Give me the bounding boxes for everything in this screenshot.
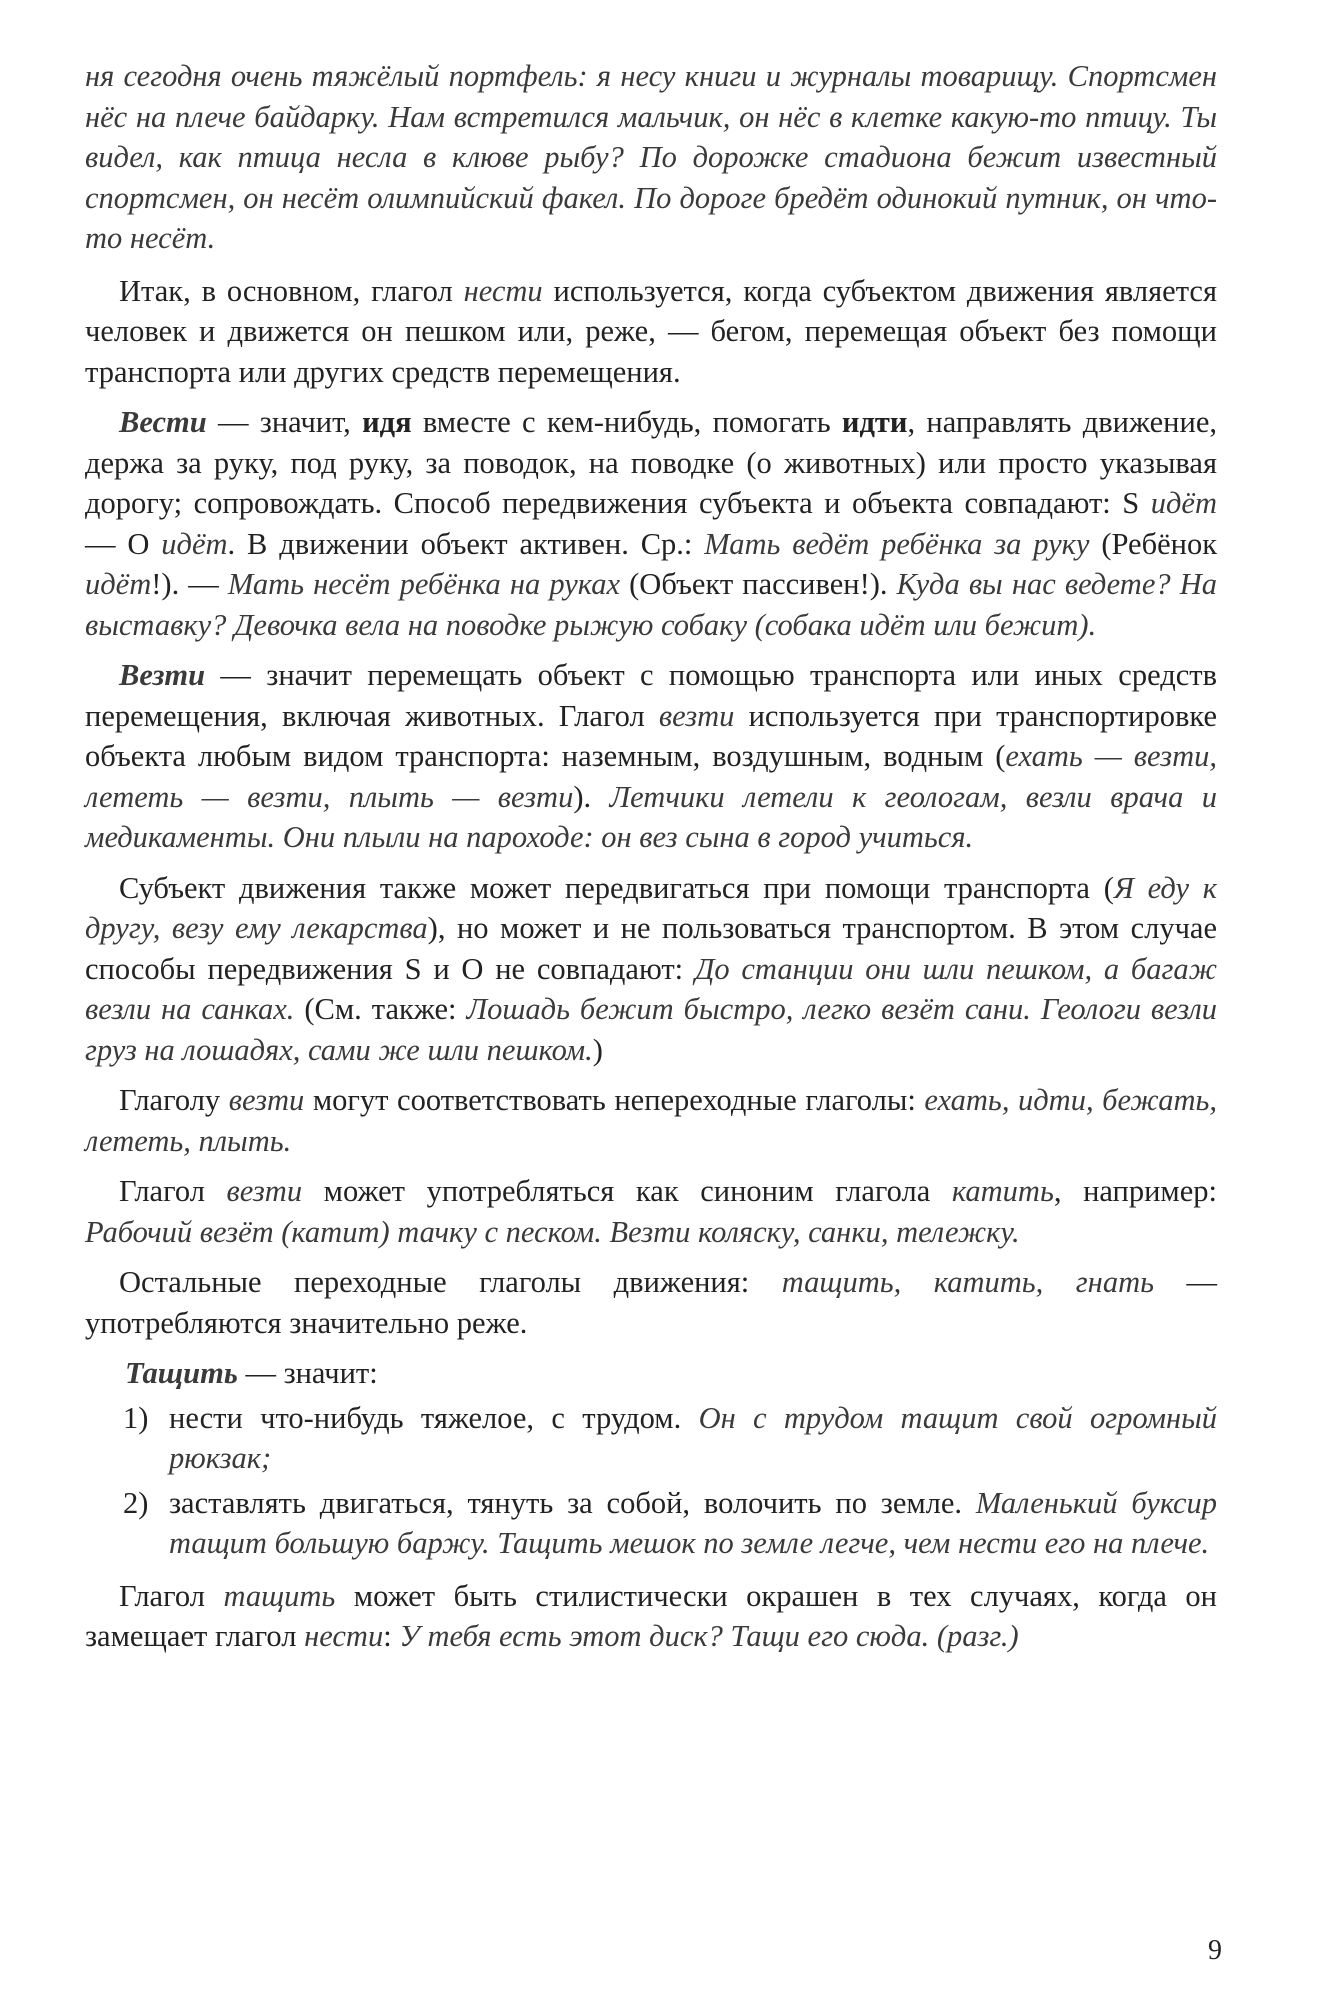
term-tashchit: Тащить xyxy=(125,1356,238,1390)
paragraph-synonym-katit: Глагол везти может употребляться как синоним глагола катить, например: Рабочий везёт (катит) тачку с песком. Везти коляску, санки, тележку. xyxy=(85,1174,1217,1249)
definition-list xyxy=(85,1398,1217,1564)
page-number: 9 xyxy=(1208,1935,1222,1966)
term-vezti: Везти xyxy=(119,658,206,692)
paragraph-subject-transport: Субъект движения также может передвигаться при помощи транспорта (Я еду к другу, везу ему лекарства), но может и не пользоваться транспортом. В этом случае способы передвижения S и O не совпадают: До станции они шли пешком, а багаж везли на санках. (См. также: Лошадь бежит быстро, легко везёт сани. Геологи везли груз на лошадях, сами же шли пешком.) xyxy=(85,870,1217,1067)
paragraph-other-verbs: Остальные переходные глаголы движения: тащить, катить, гнать — употребляются значительно реже. xyxy=(85,1265,1217,1340)
paragraph-nesti-summary: Итак, в основном, глагол нести используется, когда субъектом движения является человек и движется он пешком или, реже, — бегом, перемещая объект без помощи транспорта или других средств перемещения. xyxy=(85,273,1217,389)
examples-text: ня сегодня очень тяжёлый портфель: я несу книги и журналы товарищу. Спортсмен нёс на плече байдарку. Нам встретился мальчик, он нёс в клетке какую-то птицу. Ты видел, как птица несла в клюве рыбу? По дорожке стадиона бежит известный спортсмен, он несёт олимпийский факел. По дороге бредёт одинокий путник, он что-то несёт. xyxy=(85,59,1217,255)
paragraph-stylistic: Глагол тащить может быть стилистически окрашен в тех случаях, когда он замещает глагол нести: У тебя есть этот диск? Тащи его сюда. (разг.) xyxy=(85,1578,1217,1653)
paragraph-examples-nesti xyxy=(85,56,1217,259)
list-item: 2) заставлять двигаться, тянуть за собой, волочить по земле. Маленький буксир тащит большую баржу. Тащить мешок по земле легче, чем нести его на плече. xyxy=(123,1485,1217,1560)
paragraph-intransitive: Глаголу везти могут соответствовать непереходные глаголы: ехать, идти, бежать, лететь, плыть. xyxy=(85,1083,1218,1158)
paragraph-tashchit: Тащить — значит: xyxy=(125,1356,378,1390)
paragraph-vezti: Везти — значит перемещать объект с помощью транспорта или иных средств перемещения, включая животных. Глагол везти используется при транспортировке объекта любым видом транспорта: наземным, воздушным, водным (ехать — везти, лететь — везти, плыть — везти). Летчики летели к геологам, везли врача и медикаменты. Они плыли на пароходе: он вез сына в город учиться. xyxy=(85,658,1217,854)
list-item: 1) нести что-нибудь тяжелое, с трудом. Он с трудом тащит свой огромный рюкзак; xyxy=(123,1400,1217,1475)
term-vesti: Вести xyxy=(119,405,207,439)
paragraph-vesti: Вести — значит, идя вместе с кем-нибудь, помогать идти, направлять движение, держа за руку, под руку, за поводок, на поводке (о животных) или просто указывая дорогу; сопровождать. Способ передвижения субъекта и объекта совпадают: S идёт — О идёт. В движении объект активен. Ср.: Мать ведёт ребёнка за руку (Ребёнок идёт!). — Мать несёт ребёнка на руках (Объект пассивен!). Куда вы нас ведете? На выставку? Девочка вела на поводке рыжую собаку (собака идёт или бежит). xyxy=(85,405,1218,642)
